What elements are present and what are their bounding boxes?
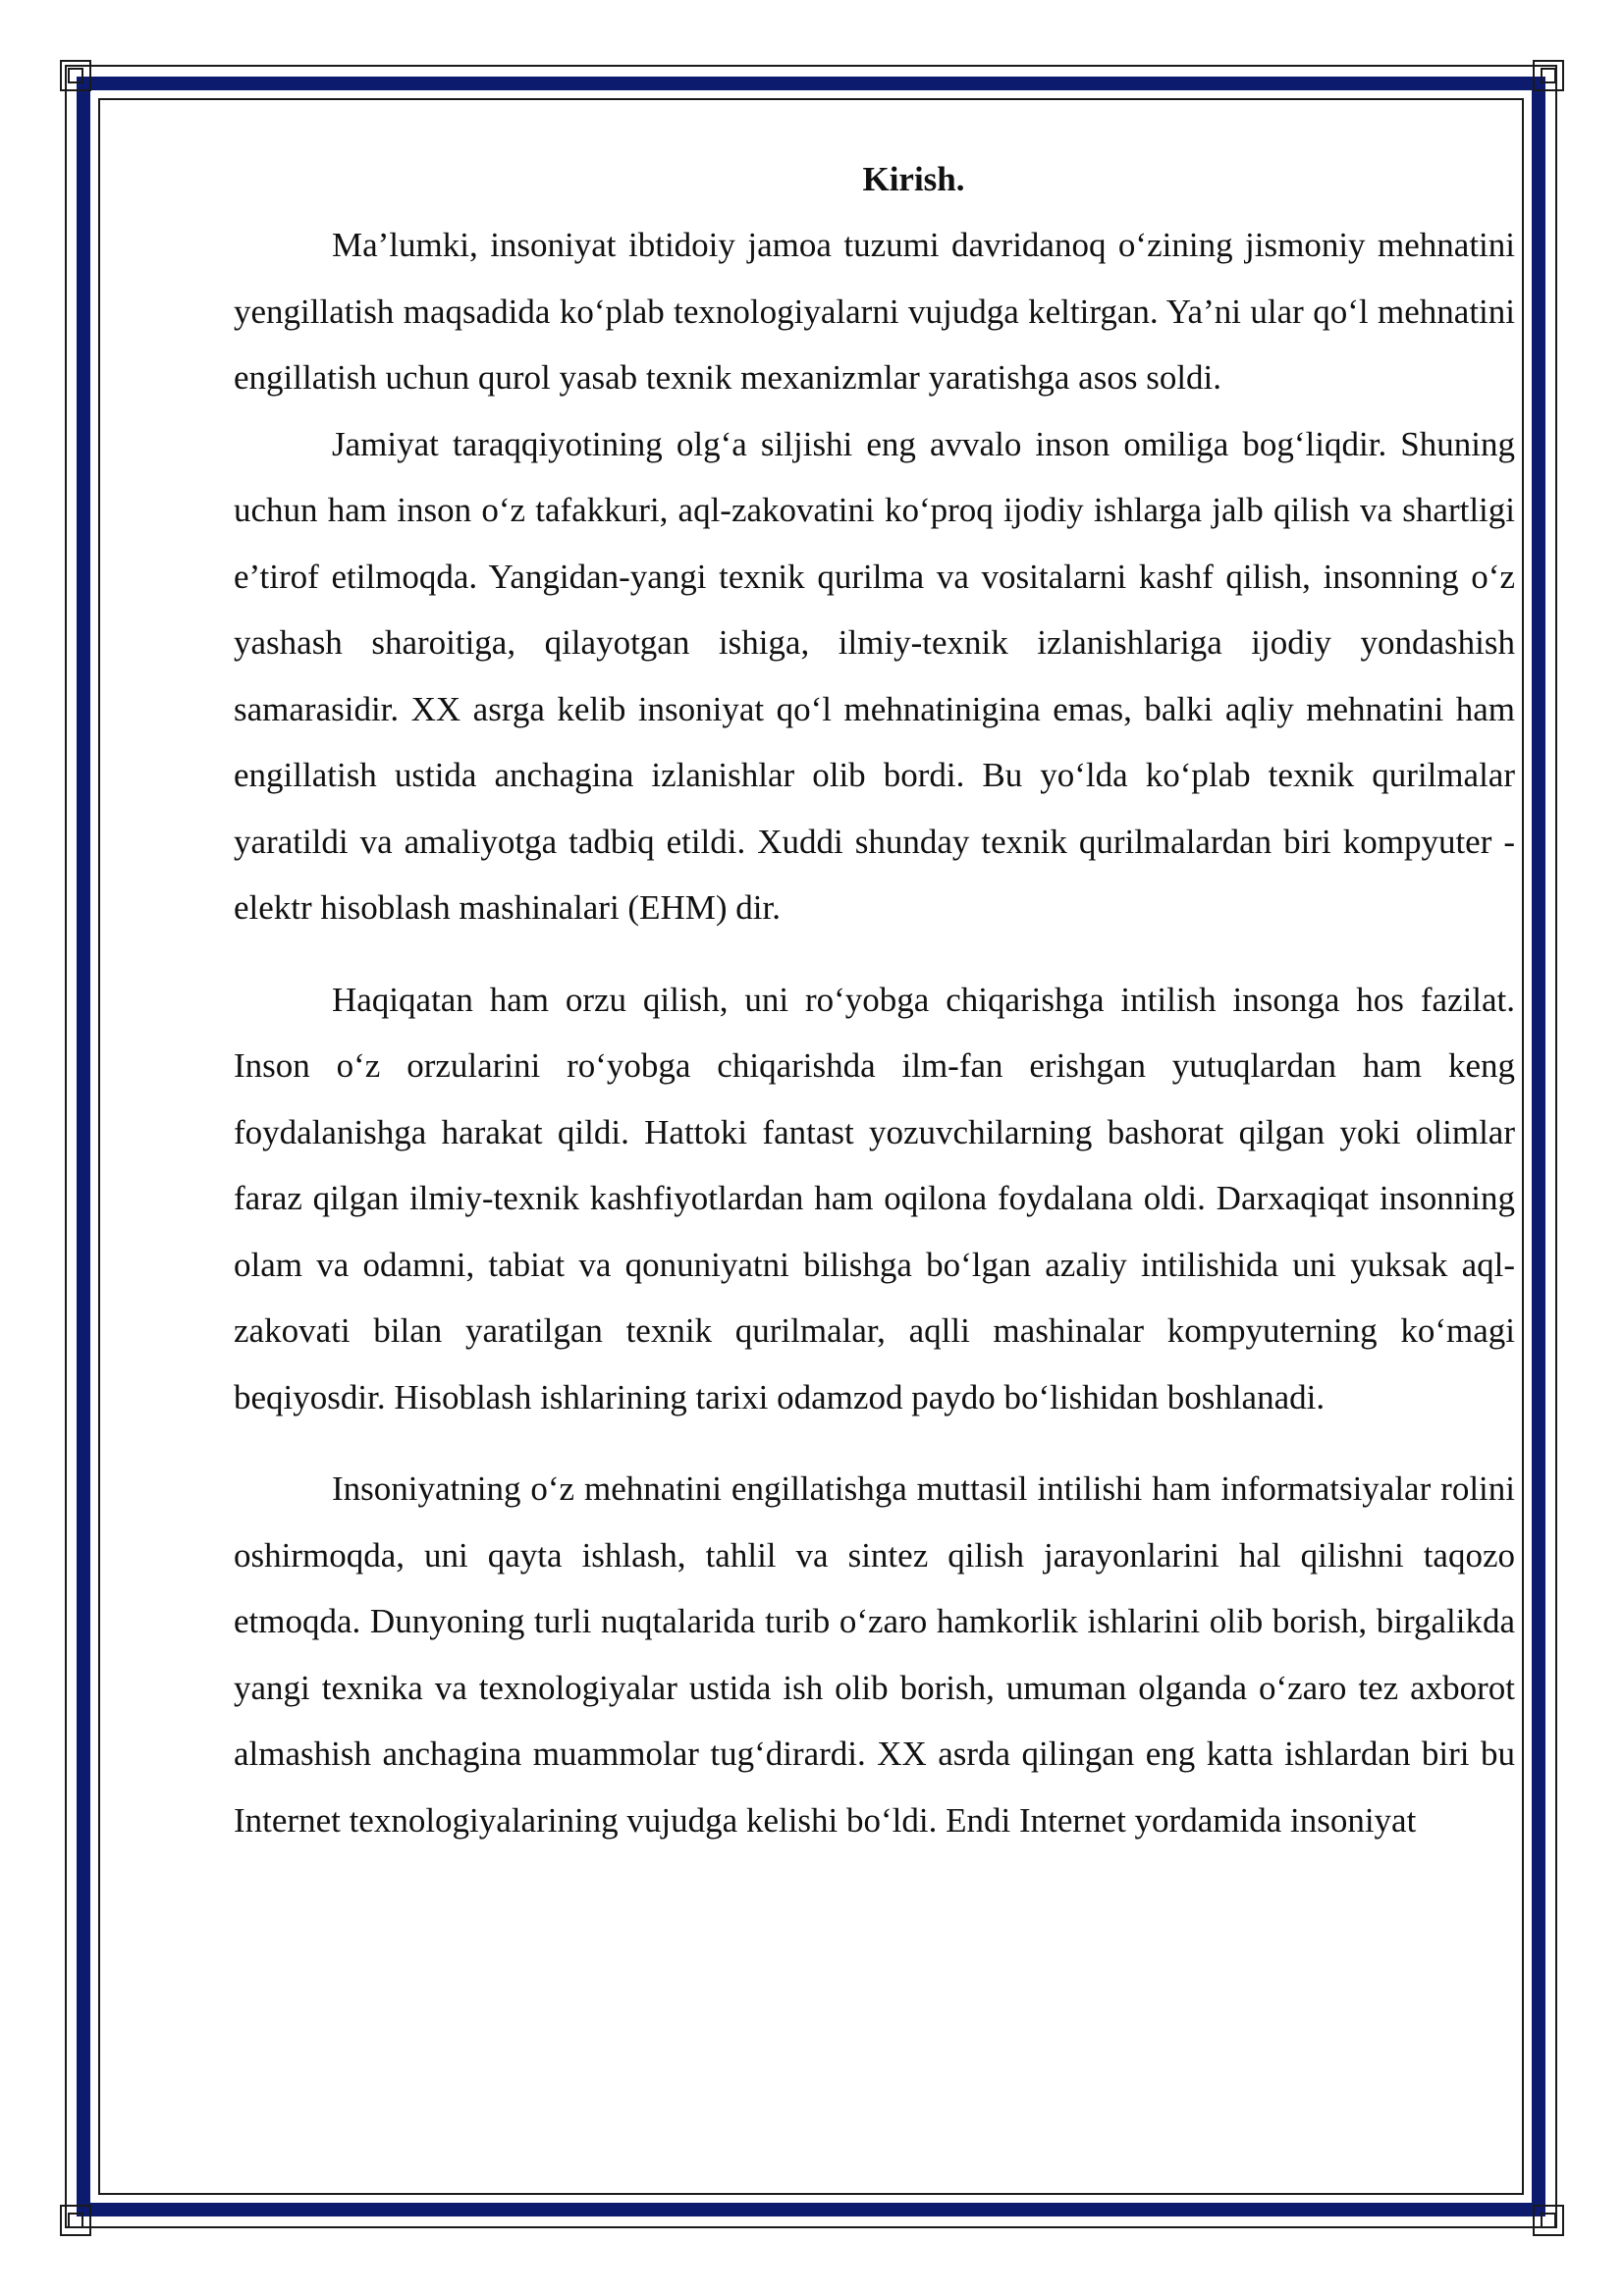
paragraph-1: Ma’lumki, insoniyat ibtidoiy jamoa tuzumi davridanoq o‘zining jismoniy mehnatini yengillatish maqsadida ko‘plab texnologiyalarni vujudga keltirgan. Ya’ni ular qo‘l mehnatini engillatish uchun qurol yasab texnik mexanizmlar yaratishga asos soldi. [234,226,1515,397]
frame-corner-ornament-icon [1532,2204,1565,2237]
frame-corner-ornament-icon [59,2204,92,2237]
frame-corner-ornament-icon [1532,59,1565,92]
document-title: Kirish. [862,160,965,198]
paragraph-3: Haqiqatan ham orzu qilish, uni ro‘yobga chiqarishga intilish insonga hos fazilat. Inson o‘z orzularini ro‘yobga chiqarishda ilm-fan erishgan yutuqlardan ham keng foydalanishga harakat qildi. Hattoki fantast yozuvchilarning bashorat qilgan yoki olimlar faraz qilgan ilmiy-texnik kashfiyotlardan ham oqilona foydalana oldi. Darxaqiqat insonning olam va odamni, tabiat va qonuniyatni bilishga bo‘lgan azaliy intilishida uni yuksak aql-zakovati bilan yaratilgan texnik qurilmalar, aqlli mashinalar kompyuterning ko‘magi beqiyosdir. Hisoblash ishlarining tarixi odamzod paydo bo‘lishidan boshlanadi. [234,980,1515,1416]
frame-corner-ornament-icon [59,59,92,92]
paragraph-2: Jamiyat taraqqiyotining olg‘a siljishi eng avvalo inson omiliga bog‘liqdir. Shuning uchun ham inson o‘z tafakkuri, aql-zakovatini ko‘proq ijodiy ishlarga jalb qilish va shartligi e’tirof etilmoqda. Yangidan-yangi texnik qurilma va vositalarni kashf qilish, insonning o‘z yashash sharoitiga, qilayotgan ishiga, ilmiy-texnik izlanishlariga ijodiy yondashish samarasidir. XX asrga kelib insoniyat qo‘l mehnatinigina emas, balki aqliy mehnatini ham engillatish ustida anchagina izlanishlar olib bordi. Bu yo‘lda ko‘plab texnik qurilmalar yaratildi va amaliyotga tadbiq etildi. Xuddi shunday texnik qurilmalardan biri kompyuter - elektr hisoblash mashinalari (EHM) dir. [234,424,1515,927]
paragraph-4: Insoniyatning o‘z mehnatini engillatishga muttasil intilishi ham informatsiyalar rolini oshirmoqda, uni qayta ishlash, tahlil va sintez qilish jarayonlarini hal qilishni taqozo etmoqda. Dunyoning turli nuqtalarida turib o‘zaro hamkorlik ishlarini olib borish, birgalikda yangi texnika va texnologiyalar ustida ish olib borish, umuman olganda o‘zaro tez axborot almashish anchagina muammolar tug‘dirardi. XX asrda qilingan eng katta ishlardan biri bu Internet texnologiyalarining vujudga kelishi bo‘ldi. Endi Internet yordamida insoniyat [234,1469,1515,1840]
document-body [234,147,1515,1853]
